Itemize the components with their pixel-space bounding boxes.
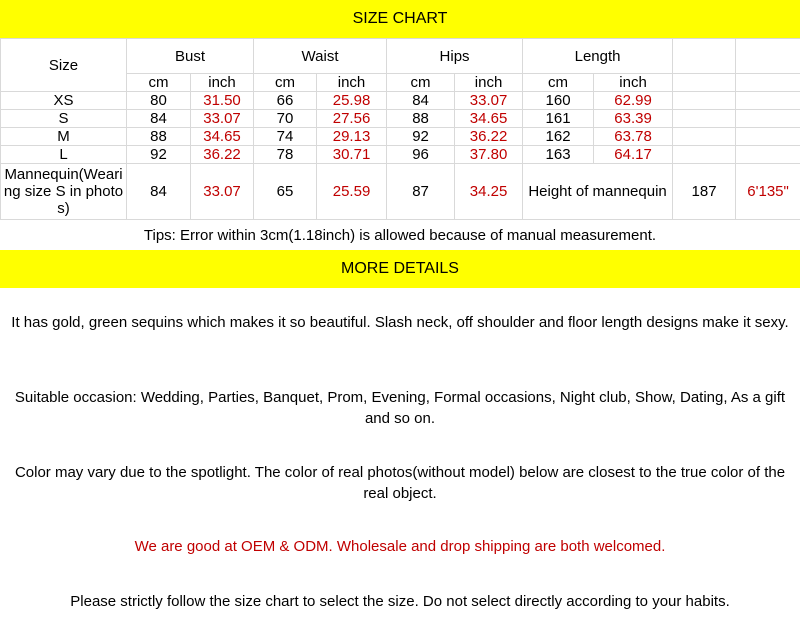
unit-header: inch bbox=[317, 74, 387, 92]
unit-header: inch bbox=[594, 74, 673, 92]
table-row bbox=[1, 92, 800, 110]
detail-paragraph-highlight: We are good at OEM & ODM. Wholesale and drop shipping are both welcomed. bbox=[134, 538, 666, 555]
bust-inch-cell: 34.65 bbox=[191, 128, 254, 146]
mannequin-height-cm: 187 bbox=[673, 164, 736, 220]
empty-cell bbox=[673, 128, 736, 146]
waist-cm-cell: 70 bbox=[254, 110, 317, 128]
empty-cell bbox=[736, 110, 800, 128]
mannequin-height-ft: 6'135" bbox=[736, 164, 800, 220]
bust-cm-cell: 80 bbox=[127, 92, 191, 110]
waist-cm-cell: 74 bbox=[254, 128, 317, 146]
detail-paragraph: It has gold, green sequins which makes it so beautiful. Slash neck, off shoulder and floor length designs make it sexy. bbox=[11, 314, 789, 331]
unit-header: cm bbox=[523, 74, 594, 92]
bust-inch-cell: 31.50 bbox=[191, 92, 254, 110]
hips-inch-cell: 36.22 bbox=[455, 128, 523, 146]
bust-inch-cell: 33.07 bbox=[191, 164, 254, 220]
details-section bbox=[0, 288, 800, 623]
header-row-groups bbox=[1, 39, 800, 74]
waist-cm-cell: 65 bbox=[254, 164, 317, 220]
length-cm-cell: 163 bbox=[523, 146, 594, 164]
bust-header: Bust bbox=[127, 39, 254, 74]
more-details-banner bbox=[0, 250, 800, 288]
waist-inch-cell: 30.71 bbox=[317, 146, 387, 164]
detail-paragraph: Color may vary due to the spotlight. The color of real photos(without model) below are closest to the true color of the real object. bbox=[14, 464, 786, 502]
hips-cm-cell: 92 bbox=[387, 128, 455, 146]
detail-paragraph: Please strictly follow the size chart to select the size. Do not select directly according to your habits. bbox=[70, 593, 730, 610]
detail-paragraph: Suitable occasion: Wedding, Parties, Banquet, Prom, Evening, Formal occasions, Night club, Show, Dating, As a gift and so on. bbox=[14, 389, 786, 427]
unit-header: cm bbox=[387, 74, 455, 92]
hips-cm-cell: 96 bbox=[387, 146, 455, 164]
waist-cm-cell: 78 bbox=[254, 146, 317, 164]
size-cell: M bbox=[1, 128, 127, 146]
length-inch-cell: 62.99 bbox=[594, 92, 673, 110]
mannequin-label: Mannequin(Wearing size S in photos) bbox=[1, 164, 127, 220]
size-chart-banner bbox=[0, 0, 800, 38]
hips-inch-cell: 37.80 bbox=[455, 146, 523, 164]
waist-header: Waist bbox=[254, 39, 387, 74]
bust-cm-cell: 84 bbox=[127, 164, 191, 220]
size-chart-table bbox=[0, 38, 800, 220]
more-details-title: MORE DETAILS bbox=[341, 260, 459, 277]
size-chart-title: SIZE CHART bbox=[352, 10, 448, 27]
waist-inch-cell: 25.59 bbox=[317, 164, 387, 220]
waist-inch-cell: 25.98 bbox=[317, 92, 387, 110]
waist-inch-cell: 29.13 bbox=[317, 128, 387, 146]
size-cell: L bbox=[1, 146, 127, 164]
empty-cell bbox=[673, 92, 736, 110]
bust-inch-cell: 33.07 bbox=[191, 110, 254, 128]
empty-cell bbox=[736, 92, 800, 110]
table-row bbox=[1, 110, 800, 128]
size-header: Size bbox=[1, 39, 127, 92]
length-cm-cell: 162 bbox=[523, 128, 594, 146]
hips-inch-cell: 34.65 bbox=[455, 110, 523, 128]
unit-header: cm bbox=[254, 74, 317, 92]
length-cm-cell: 160 bbox=[523, 92, 594, 110]
length-header: Length bbox=[523, 39, 673, 74]
waist-cm-cell: 66 bbox=[254, 92, 317, 110]
length-cm-cell: 161 bbox=[523, 110, 594, 128]
mannequin-height-label: Height of mannequin bbox=[523, 164, 673, 220]
bust-inch-cell: 36.22 bbox=[191, 146, 254, 164]
empty-cell bbox=[673, 74, 736, 92]
unit-header: cm bbox=[127, 74, 191, 92]
empty-cell bbox=[673, 39, 736, 74]
mannequin-row bbox=[1, 164, 800, 220]
unit-header: inch bbox=[455, 74, 523, 92]
empty-cell bbox=[673, 146, 736, 164]
unit-header: inch bbox=[191, 74, 254, 92]
tips-text: Tips: Error within 3cm(1.18inch) is allowed because of manual measurement. bbox=[143, 226, 657, 244]
empty-cell bbox=[736, 128, 800, 146]
table-row bbox=[1, 128, 800, 146]
hips-cm-cell: 87 bbox=[387, 164, 455, 220]
bust-cm-cell: 88 bbox=[127, 128, 191, 146]
empty-cell bbox=[736, 74, 800, 92]
size-cell: S bbox=[1, 110, 127, 128]
empty-cell bbox=[673, 110, 736, 128]
empty-cell bbox=[736, 146, 800, 164]
length-inch-cell: 63.78 bbox=[594, 128, 673, 146]
size-cell: XS bbox=[1, 92, 127, 110]
bust-cm-cell: 92 bbox=[127, 146, 191, 164]
bust-cm-cell: 84 bbox=[127, 110, 191, 128]
hips-cm-cell: 88 bbox=[387, 110, 455, 128]
hips-inch-cell: 33.07 bbox=[455, 92, 523, 110]
length-inch-cell: 63.39 bbox=[594, 110, 673, 128]
hips-cm-cell: 84 bbox=[387, 92, 455, 110]
empty-cell bbox=[736, 39, 800, 74]
waist-inch-cell: 27.56 bbox=[317, 110, 387, 128]
table-row bbox=[1, 146, 800, 164]
length-inch-cell: 64.17 bbox=[594, 146, 673, 164]
hips-header: Hips bbox=[387, 39, 523, 74]
hips-inch-cell: 34.25 bbox=[455, 164, 523, 220]
